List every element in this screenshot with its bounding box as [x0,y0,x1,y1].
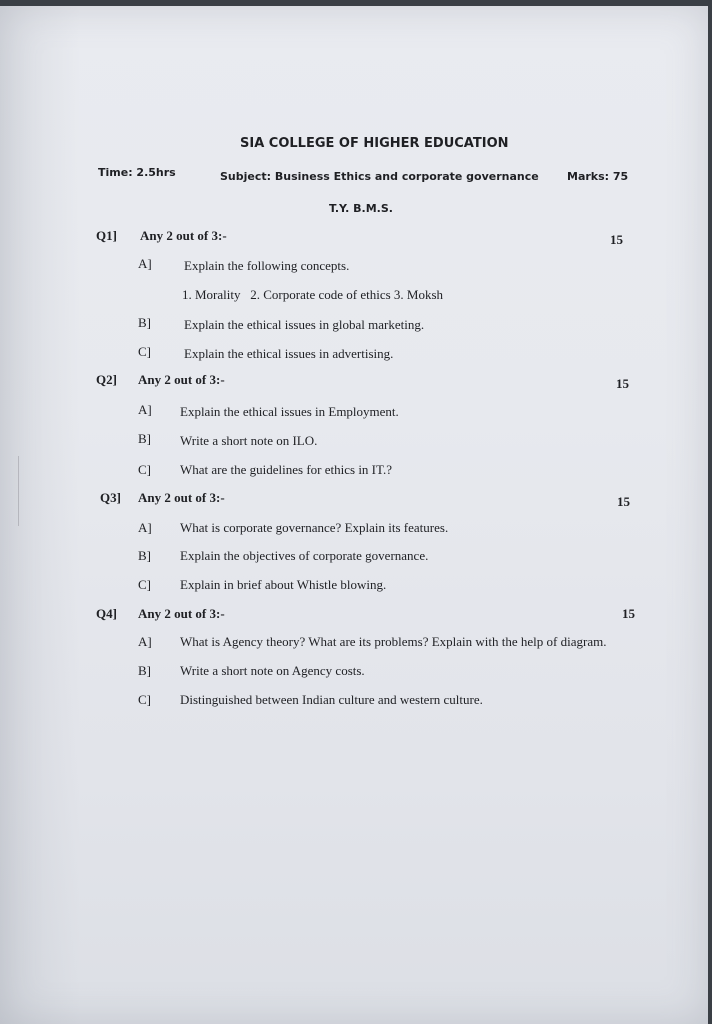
paper-crease [18,456,19,526]
q1-part-a-subitems: 1. Morality 2. Corporate code of ethics 3. Moksh [182,287,444,302]
q4-part-c-letter: C] [138,692,151,707]
q4-part-b-text: Write a short note on Agency costs. [180,663,365,678]
q1-part-c-letter: C] [138,344,151,359]
q3-instruction: Any 2 out of 3:- [138,490,225,505]
exam-total-marks: Marks: 75 [567,170,629,183]
q4-instruction: Any 2 out of 3:- [138,606,225,621]
exam-paper [0,6,708,1024]
q1-part-c-text: Explain the ethical issues in advertising. [184,346,394,361]
q2-part-b-text: Write a short note on ILO. [180,433,318,448]
q1-part-a-text: Explain the following concepts. [184,258,350,273]
q2-part-c-text: What are the guidelines for ethics in IT.? [180,462,393,477]
exam-subject: Subject: Business Ethics and corporate governance [220,170,539,183]
q1-instruction: Any 2 out of 3:- [140,228,227,243]
q1-part-a-letter: A] [138,256,152,271]
q1-part-b-letter: B] [138,315,151,330]
q3-number: Q3] [100,490,121,505]
q3-marks: 15 [617,494,630,509]
q2-instruction: Any 2 out of 3:- [138,372,225,387]
course-name: T.Y. B.M.S. [329,202,393,215]
q4-number: Q4] [96,606,117,621]
q2-marks: 15 [616,376,629,391]
q4-marks: 15 [622,606,635,621]
q4-part-b-letter: B] [138,663,151,678]
q1-marks: 15 [610,232,623,247]
q3-part-a-letter: A] [138,520,152,535]
q3-part-b-text: Explain the objectives of corporate governance. [180,548,429,563]
q4-part-a-letter: A] [138,634,152,649]
q4-part-c-text: Distinguished between Indian culture and western culture. [180,692,483,707]
q2-part-b-letter: B] [138,431,151,446]
q1-part-b-text: Explain the ethical issues in global marketing. [184,317,425,332]
q2-number: Q2] [96,372,117,387]
q2-part-c-letter: C] [138,462,151,477]
paper-fold-shadow [0,6,80,1024]
exam-time: Time: 2.5hrs [98,166,176,179]
college-name: SIA COLLEGE OF HIGHER EDUCATION [240,136,509,151]
q2-part-a-letter: A] [138,402,152,417]
q3-part-b-letter: B] [138,548,151,563]
q3-part-c-text: Explain in brief about Whistle blowing. [180,577,387,592]
q1-number: Q1] [96,228,117,243]
q4-part-a-text: What is Agency theory? What are its problems? Explain with the help of diagram. [180,634,607,649]
q3-part-c-letter: C] [138,577,151,592]
q2-part-a-text: Explain the ethical issues in Employment. [180,404,399,419]
q3-part-a-text: What is corporate governance? Explain its features. [180,520,449,535]
